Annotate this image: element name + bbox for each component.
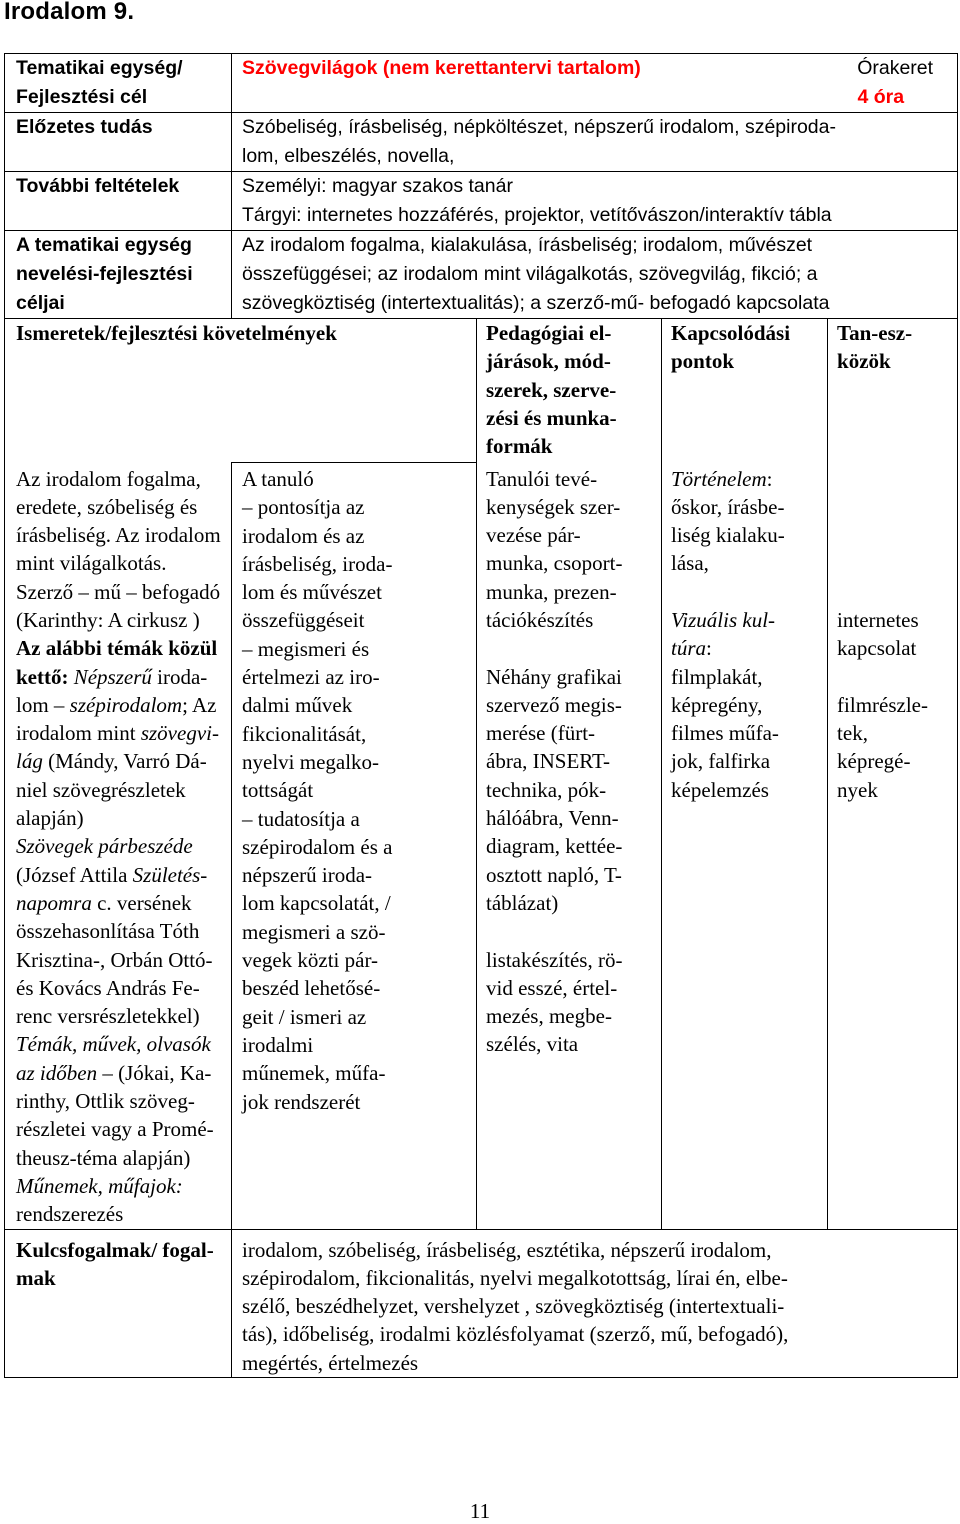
topic-title: Szövegvilágok (nem kerettantervi tartalom) — [232, 54, 828, 113]
page-title: Irodalom 9. — [4, 0, 135, 25]
methods-header: Pedagógiai el- járások, mód- szerek, szerve- zési és munka- formák — [477, 319, 662, 463]
conditions-text: Személyi: magyar szakos tanár Tárgyi: internetes hozzáférés, projektor, vetítővászon/interaktív tábla — [232, 172, 958, 231]
content-row — [5, 463, 958, 1230]
prior-knowledge-label: Előzetes tudás — [5, 113, 232, 172]
hours-cell — [828, 54, 958, 113]
goals-row — [5, 231, 958, 319]
topic-label: Tematikai egység/ Fejlesztési cél — [5, 54, 232, 113]
key-concepts-label: Kulcsfogalmak/ fogal- mak — [5, 1229, 232, 1377]
tools-content: internetes kapcsolat filmrészle- tek, képregé- nyek — [828, 463, 958, 1230]
conditions-label: További feltételek — [5, 172, 232, 231]
page-number: 11 — [469, 1499, 491, 1523]
requirements-content: Az irodalom fogalma, eredete, szóbeliség és írásbeliség. Az irodalom mint világalkotás. Szerző – mű – befogadó (Karinthy: A cirkusz ) Az alábbi témák közül kettő: Népszerű iroda- lom – szépirodalom; Az irodalom mint szövegvi- lág (Mándy, Varró Dá- niel szövegrészletek alapján) Szövegek párbeszéde (József Attila Születés- napomra c. versének összehasonlítása Tóth Krisztina-, Orbán Ottó- és Kovács András Fe- renc versrészletekkel) Témák, művek, olvasók az időben – (Jókai, Ka- rinthy, Ottlik szöveg- részletei vagy a Promé- theusz-téma alapján) Műnemek, műfajok: rendszerezés — [5, 463, 232, 1230]
key-concepts-row — [5, 1229, 958, 1377]
hours-label: Órakeret — [857, 57, 934, 79]
topic-row — [5, 54, 958, 113]
goals-label: A tematikai egység nevelési-fejlesztési céljai — [5, 231, 232, 319]
hours-value: 4 óra — [857, 86, 905, 108]
connections-header: Kapcsolódási pontok — [662, 319, 828, 463]
curriculum-table — [4, 53, 958, 1378]
column-header-row — [5, 319, 958, 463]
requirements-header: Ismeretek/fejlesztési követelmények — [5, 319, 477, 463]
tools-header: Tan-esz- közök — [828, 319, 958, 463]
key-concepts-text: irodalom, szóbeliség, írásbeliség, esztétika, népszerű irodalom, szépirodalom, fikcionalitás, nyelvi megalkotottság, lírai én, elbe- szélő, beszédhelyzet, vershelyzet , szövegköztiség (intertextuali- tás), időbeliség, irodalmi közlésfolyamat (szerző, mű, befogadó), megértés, értelmezés — [232, 1229, 958, 1377]
conditions-row — [5, 172, 958, 231]
goals-text: Az irodalom fogalma, kialakulása, írásbeliség; irodalom, művészet összefüggései; az irodalom mint világalkotás, szövegvilág, fikció; a szövegköztiség (intertextualitás); a szerző-mű- befogadó kapcsolata — [232, 231, 958, 319]
prior-knowledge-row — [5, 113, 958, 172]
methods-content: Tanulói tevé- kenységek szer- vezése pár- munka, csoport- munka, prezen- tációkészítés Néhány grafikai szervező megis- merése (fürt- ábra, INSERT- technika, pók- hálóábra, Venn- diagram, kettée- osztott napló, T- táblázat) listakészítés, rö- vid esszé, értel- mezés, megbe- szélés, vita — [477, 463, 662, 1230]
student-outcomes: A tanuló – pontosítja az irodalom és az írásbeliség, iroda- lom és művészet összefüggéseit – megismeri és értelmezi az iro- dalmi művek fikcionalitását, nyelvi megalko- tottságát – tudatosítja a szépirodalom és a népszerű iroda- lom kapcsolatát, / megismeri a szö- vegek közti pár- beszéd lehetősé- geit / ismeri az irodalmi műnemek, műfa- jok rendszerét — [232, 463, 477, 1230]
connections-content: Történelem: őskor, írásbe- liség kialaku- lása, Vizuális kul- túra: filmplakát, képregény, filmes műfa- jok, falfirka képelemzés — [662, 463, 828, 1230]
prior-knowledge-text: Szóbeliség, írásbeliség, népköltészet, népszerű irodalom, szépiroda- lom, elbeszélés, novella, — [232, 113, 958, 172]
